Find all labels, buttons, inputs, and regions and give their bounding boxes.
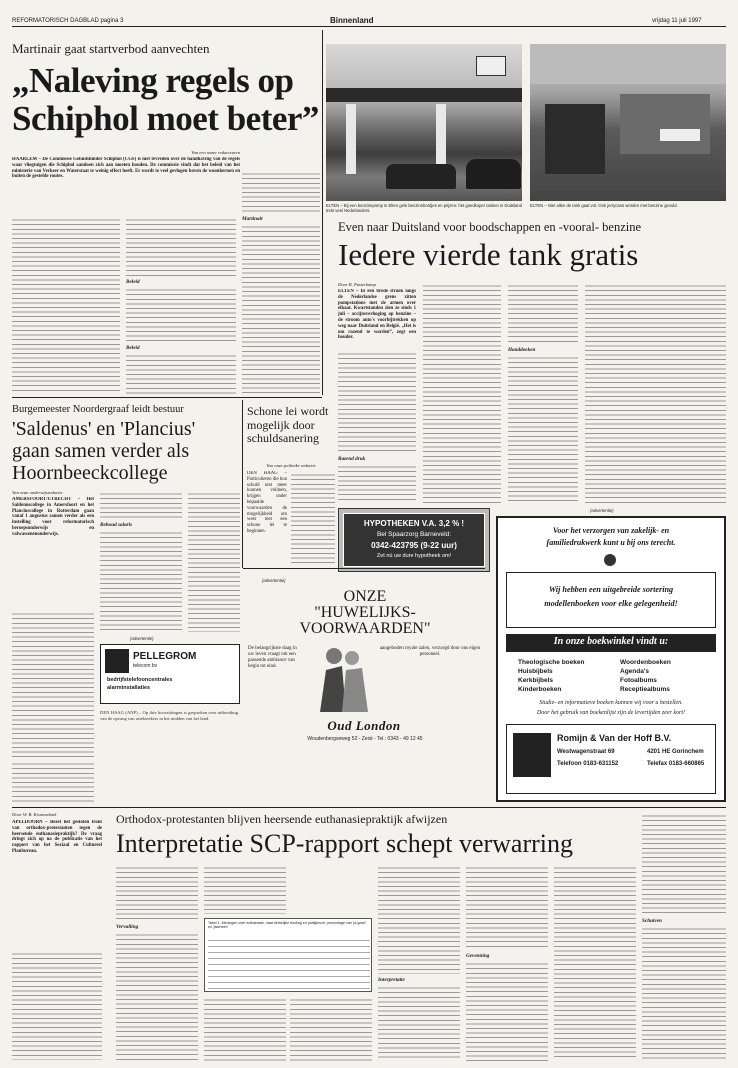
onze-left-text: De belangrijkste daag in uw leven vraagt om een passende ambiance van begin tot eind. bbox=[248, 646, 297, 669]
pellegrom-sub: telecom bv bbox=[133, 663, 158, 669]
article5-sub-vervulling: Vervulling bbox=[116, 924, 139, 930]
article3-col2 bbox=[100, 490, 182, 518]
page-date: vrijdag 11 juli 1997 bbox=[652, 18, 702, 24]
couple-illustration-icon bbox=[312, 642, 372, 714]
huwelijks-ad[interactable] bbox=[244, 586, 486, 746]
article2-col3b bbox=[508, 354, 578, 503]
article1-col2b bbox=[126, 286, 236, 341]
article5-sub-interpretatie: Interpretatie bbox=[378, 977, 405, 983]
romijn-city: 4201 HE Gorinchem bbox=[647, 749, 704, 755]
article1-headline-2: Schiphol moet beter” bbox=[12, 99, 319, 138]
article1-col1 bbox=[12, 216, 120, 394]
romijn-intro-1: Voor het verzorgen van zakelijk- en bbox=[552, 526, 670, 535]
romijn-ad-label: (advertentie) bbox=[590, 508, 614, 513]
article2-col4 bbox=[585, 282, 726, 503]
article3-kicker: Burgemeester Noordergraaf leidt bestuur bbox=[12, 404, 184, 415]
article5-sub-gevenning: Gevenning bbox=[466, 953, 490, 959]
romijn-item: Kerkbijbels bbox=[518, 677, 554, 684]
romijn-street: Westwagenstraat 69 bbox=[557, 749, 615, 755]
onze-ad-label: (advertentie) bbox=[262, 578, 286, 583]
article5-col8 bbox=[642, 812, 726, 914]
romijn-item: Agenda's bbox=[620, 668, 649, 675]
article2-lead: ELTEN – In een brede strook langs de Nederlandse grens zitten pompstations met de armen over elkaar. Kwartstanden zien ze sinds 1 juli – accijnsverhoging op benzine – de stroom auto's voorbijtrekken op weg naar Duitsland en België. „Het is om razend te worden”, zegt een houder. bbox=[338, 289, 416, 341]
onze-right-text: aangeboden royale zalen, verzorgd door ons eigen personeel. bbox=[379, 646, 481, 657]
photo1-caption: ELTEN – Bij een benzinepomp in Elten gele benzinebordjes en prijzen: het goedkoper tanken in Duitsland trekt veel Nederlanders. bbox=[326, 203, 522, 213]
euthanasie-table bbox=[204, 918, 372, 992]
romijn-intro-2: familiedrukwerk kunt u bij ons terecht. bbox=[546, 538, 676, 547]
article2-sub-handdoeken: Handdoeken bbox=[508, 347, 536, 353]
hypotheken-title: HYPOTHEKEN V.A. 3,2 % ! bbox=[363, 519, 465, 528]
header-rule bbox=[12, 26, 726, 27]
pellegrom-ad[interactable] bbox=[100, 644, 240, 704]
article4-headline: Schone lei wordt mogelijk door schuldsanering bbox=[247, 404, 329, 445]
oud-london-address: Woudenbergseweg 52 - Zeist - Tel.: 0343 - 49 12 45 bbox=[307, 736, 423, 742]
pellegrom-logo bbox=[105, 649, 129, 673]
article5-col8b bbox=[642, 925, 726, 1061]
article5-headline: Interpretatie SCP-rapport schept verwarring bbox=[116, 829, 574, 858]
article1-byline: Van een onzer redacteuren bbox=[191, 150, 240, 155]
romijn-items-right bbox=[620, 658, 710, 694]
article5-col1 bbox=[12, 950, 102, 1060]
article5-col3 bbox=[204, 864, 286, 914]
romijn-item: Receptiealbums bbox=[620, 686, 670, 693]
onze-line3: VOORWAARDEN" bbox=[299, 620, 431, 637]
romijn-company: Romijn & Van der Hoff B.V. bbox=[557, 733, 672, 743]
article5-col3b bbox=[204, 996, 286, 1061]
article4-lead: DEN HAAG – Particulieren die hun schuld niet meer kunnen voldoen, krijgen onder bepaalde voorwaarden de mogelijkheid om weer met een schone lei te beginnen. bbox=[247, 471, 287, 534]
article1-col2c bbox=[126, 352, 236, 394]
hypotheken-ad[interactable] bbox=[338, 508, 490, 572]
romijn-ad[interactable] bbox=[496, 516, 726, 802]
article5-col7 bbox=[554, 864, 636, 1061]
article3-sub-behoud: Behoud salaris bbox=[100, 522, 133, 528]
article3-col2b bbox=[100, 529, 182, 631]
romijn-item: Huisbijbels bbox=[518, 668, 553, 675]
article3-byline: Van onze onderwijsredactie bbox=[12, 490, 63, 495]
article2-sub-razend: Razend druk bbox=[338, 456, 366, 462]
article2-col2 bbox=[423, 282, 501, 503]
article5-col6b bbox=[466, 960, 548, 1061]
article1-col3b bbox=[242, 223, 320, 394]
photo-gas-station-2 bbox=[530, 44, 726, 201]
romijn-store-title: In onze boekwinkel vindt u: bbox=[553, 636, 669, 647]
romijn-mid-2: modellenboeken voor elke gelegenheid! bbox=[544, 599, 678, 608]
article5-byline: Door W. B. Kranendonk bbox=[12, 812, 57, 817]
article2-col1b bbox=[338, 463, 416, 503]
article3-headline-2: gaan samen verder als bbox=[12, 440, 190, 462]
article2-kicker: Even naar Duitsland voor boodschappen en -vooral- benzine bbox=[338, 220, 642, 234]
photo2-caption: ELTEN – Niet allen de tank gaat vol. Ook jerrycans worden met benzine gevuld. bbox=[530, 203, 678, 208]
table-caption: Tabel 1: Meningen over euthanasie, naar kerkelijke binding en partijkeuze; percentage van 'ja goed' en 'jaa/neen' bbox=[208, 921, 367, 930]
romijn-mid-box bbox=[506, 572, 716, 628]
middle-rule bbox=[243, 568, 485, 569]
article5-col6 bbox=[466, 864, 548, 950]
onze-line2: "HUWELIJKS- bbox=[314, 604, 416, 621]
rh-logo bbox=[513, 733, 551, 777]
romijn-item: Fotoalbums bbox=[620, 677, 657, 684]
article2-headline: Iedere vierde tank gratis bbox=[338, 237, 639, 272]
article4-col2 bbox=[291, 471, 335, 566]
article1-sub-beleid: Beleid bbox=[126, 279, 140, 285]
pellegrom-name: PELLEGROM bbox=[133, 651, 197, 662]
pellegrom-bullet2: alarminstallaties bbox=[107, 685, 151, 691]
brief-text: DEN HAAG (ANP) – Op drie hoorzittingen is gesproken over uitbreiding van de opvang van asielzoekers in het midden van het land. bbox=[100, 710, 238, 721]
article5-sub-schuiven: Schuiven bbox=[642, 918, 662, 924]
article5-col5b bbox=[378, 984, 460, 1061]
article5-col2 bbox=[116, 864, 198, 922]
article1-headline-1: „Naleving regels op bbox=[12, 61, 294, 100]
apple-icon bbox=[604, 554, 616, 566]
romijn-footer-2: Door het gebruik van boekenlijst zijn de levertijden zeer kort! bbox=[536, 710, 686, 716]
onze-line1: ONZE bbox=[343, 588, 387, 605]
romijn-phone: Telefoon 0183-631152 bbox=[557, 761, 619, 767]
romijn-mid-1: Wij hebben een uitgebreide sortering bbox=[548, 585, 674, 594]
article1-sub-beleid2: Beleid bbox=[126, 345, 140, 351]
romijn-footer-1: Studie- en informatieve boeken kunnen wij voor u bestellen. bbox=[539, 700, 683, 706]
article2-col3 bbox=[508, 282, 578, 344]
photo-gas-station-1 bbox=[326, 44, 522, 201]
article5-col4 bbox=[290, 996, 372, 1061]
vertical-divider-2 bbox=[242, 400, 243, 568]
paper-name: REFORMATORISCH DAGBLAD pagina 3 bbox=[12, 18, 124, 24]
article1-bottom-rule bbox=[12, 397, 322, 398]
article4-byline: Van onze politieke redactie bbox=[266, 463, 316, 468]
oud-london-logo: Oud London bbox=[327, 718, 401, 733]
romijn-item: Kinderboeken bbox=[518, 686, 562, 693]
vertical-divider-1 bbox=[322, 30, 323, 395]
article5-lead: APELDOORN – Bezet het gesloten front van orthodox-protestanten tegen de heersende euthanasiepraktijk? De vraag dringt zich op na de publicatie van het rapport van het Sociaal en Cultureel Planbureau. bbox=[12, 820, 102, 854]
article1-col3 bbox=[242, 170, 320, 214]
article3-col1 bbox=[12, 610, 94, 760]
article3-col3 bbox=[188, 490, 240, 632]
romijn-fax: Telefax 0183-660865 bbox=[647, 761, 705, 767]
article3-headline-3: Hoornbeeckcollege bbox=[12, 462, 168, 484]
article3-lead: AMERSFOORT/UTRECHT – Het Saldenuscollege in Amersfoort en het Planciuscollege in Rotterdam gaan vanaf 1 augustus samen verder als een instelling voor reformatorisch beroepsonderwijs en volwassenenonderwijs. bbox=[12, 497, 94, 537]
brief-asielzoekers bbox=[12, 760, 94, 805]
romijn-store-bar bbox=[506, 634, 716, 652]
pellegrom-ad-label: (advertentie) bbox=[130, 636, 154, 641]
article1-kicker: Martinair gaat startverbod aanvechten bbox=[12, 41, 210, 56]
article3-headline-1: 'Saldenus' en 'Plancius' bbox=[12, 418, 196, 440]
romijn-items-left bbox=[518, 658, 608, 694]
article2-col1 bbox=[338, 350, 416, 452]
section-title: Binnenland bbox=[330, 16, 374, 25]
romijn-logo-box bbox=[506, 724, 716, 794]
article1-lead: HAARLEM – De Commissie Geluidshinder Schiphol (CGS) is niet tevreden over de handhaving van de regels waar vliegtuigen die Schiphol aandoen zich aan moeten houden. De commissie vindt dat het beleid van het ministerie van Verkeer en Waterstaat te weinig effect heeft. Er wordt te veel gevlogen boven de woonkernen en buiten de gestelde routes. bbox=[12, 157, 240, 180]
article1-sub-martinair: Martinair bbox=[242, 216, 264, 222]
romijn-item: Theologische boeken bbox=[518, 659, 585, 666]
hypotheken-subtitle: Bel Spaarzorg Barneveld: bbox=[376, 531, 452, 538]
article5-col5 bbox=[378, 864, 460, 974]
article5-col2b bbox=[116, 931, 198, 1061]
hypotheken-phone: 0342-423795 (9-22 uur) bbox=[371, 541, 457, 550]
article2-byline: Door R. Pasterkamp bbox=[338, 282, 376, 287]
bottom-section-rule bbox=[12, 807, 726, 808]
pellegrom-bullet1: bedrijfstelefooncentrales bbox=[107, 677, 173, 683]
hypotheken-tagline: Zet nú uw dure hypotheek om! bbox=[376, 553, 452, 559]
article1-col2 bbox=[126, 216, 236, 276]
romijn-item: Woordenboeken bbox=[620, 659, 671, 666]
article5-kicker: Orthodox-protestanten blijven heersende euthanasiepraktijk afwijzen bbox=[116, 812, 448, 826]
